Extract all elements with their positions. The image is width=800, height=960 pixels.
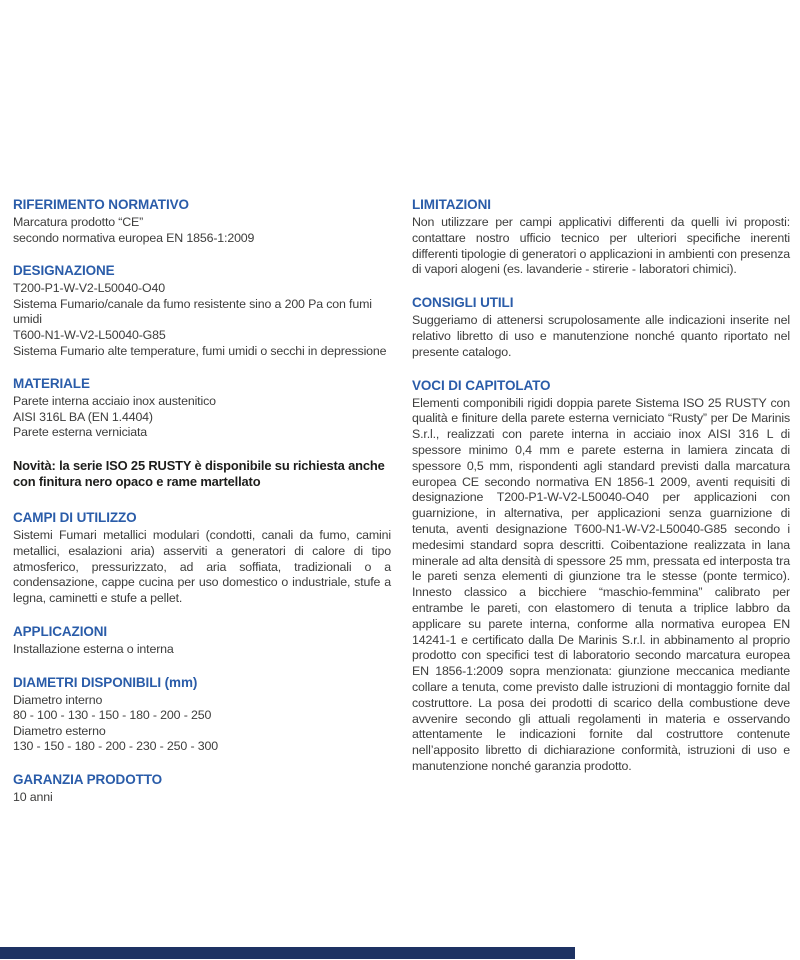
text-line: Parete interna acciaio inox austenitico [13,394,216,409]
section-heading: CONSIGLI UTILI [412,295,514,311]
text-line: secondo normativa europea EN 1856-1:2009 [13,230,255,245]
text-line: Sistema Fumario/canale da fumo resistente sino a 200 Pa con fumi umidi [13,296,372,327]
section-applicazioni [13,624,391,658]
novita-highlight-text: Novità: la serie ISO 25 RUSTY è disponibile su richiesta anche con finitura nero opaco e rame martellato [13,457,385,490]
text-line: T600-N1-W-V2-L50040-G85 [13,327,166,342]
section-paragraph: Sistemi Fumari metallici modulari (condotti, canali da fumo, camini metallici, esalazioni aria) asserviti a generatori di calore di tipo atmosferico, pressurizzato, ad aria soffiata, tradizionali o a condensazione, cappe cucina per uso domestico o industriale, stufe a legna, caminetti e stufe a pellet. [13,527,391,606]
section-designazione [13,263,391,359]
text-line: Marcatura prodotto “CE” [13,215,144,229]
section-paragraph: Non utilizzare per campi applicativi differenti da quelli ivi proposti: contattare nostro ufficio tecnico per ulteriori specifiche inerenti differenti tipologie di generatori o applicazioni in ambienti con presenza di vapori alogeni (es. lavanderie - stirerie - laboratori chimici). [412,215,790,277]
section-diametri-disponibili [13,675,391,755]
section-heading: GARANZIA PRODOTTO [13,771,163,787]
section-campi-di-utilizzo [13,510,391,607]
text-line: Installazione esterna o interna [13,641,174,656]
section-consigli-utili [412,295,790,360]
text-line: Sistema Fumario alte temperature, fumi umidi o secchi in depressione [13,343,387,358]
section-heading: RIFERIMENTO NORMATIVO [13,197,189,212]
section-heading: MATERIALE [13,376,90,392]
section-paragraph: Suggeriamo di attenersi scrupolosamente alle indicazioni inserite nel relativo libretto di uso e manutenzione nonché quanto riportato nel presente catalogo. [412,313,790,359]
content-columns [13,197,789,822]
section-garanzia-prodotto [13,772,391,806]
section-heading: DESIGNAZIONE [13,263,115,279]
text-line: 10 anni [13,789,53,804]
text-line: T200-P1-W-V2-L50040-O40 [13,281,165,296]
section-limitazioni [412,197,790,278]
text-line: Diametro esterno [13,723,106,738]
text-line: Diametro interno [13,692,103,707]
left-column [13,197,391,822]
section-riferimento-normativo [13,197,391,246]
section-materiale [13,376,391,441]
section-heading: VOCI DI CAPITOLATO [412,377,551,393]
diameter-values-line: 130 - 150 - 180 - 200 - 230 - 250 - 300 [13,739,218,754]
footer-accent-bar [0,947,575,959]
right-column [412,197,790,822]
section-paragraph: Elementi componibili rigidi doppia parete Sistema ISO 25 RUSTY con qualità e finiture della parete esterna verniciato “Rusty” per De Marinis S.r.l., realizzati con parete interna in acciaio inox AISI 316 L di spessore minimo 0,4 mm e parete esterna in lamiera zincata di spessore 0,5 mm, rispondenti agli standard previsti dalla marcatura europea CE secondo normativa EN 1856-1 2009, aventi requisiti di designazione T200-P1-W-V2-L50040-O40 per applicazioni con guarnizione, in alternativa, per applicazioni senza guarnizione di tenuta, aventi designazione T600-N1-W-V2-L50040-G85 secondo i medesimi standard sopra descritti. Coibentazione realizzata in lana minerale ad alta densità di spessore 25 mm, pressata ed interposta tra le pareti senza elementi di giunzione tra le stesse (ponte termico). Innesto classico a bicchiere “maschio-femmina” calibrato per entrambe le pareti, con elastomero di tenuta a triplice labbro da applicare su parete interna, conforme alla normativa europea EN 14241-1 e certificato dalla De Marinis S.r.l. in abbinamento al proprio prodotto con specifici test di laboratorio secondo marcatura europea EN 1856-1:2009 sopra menzionata: giunzione meccanica mediante collare a tenuta, come previsto dalle istruzioni di montaggio fornite dal costruttore. La posa dei prodotti di scarico della combustione deve avvenire secondo gli attuali regolamenti in materia e osservando attentamente le indicazioni fornite dal costruttore contenute nell’apposito libretto di dichiarazione conformità, istruzioni di uso e manutenzione nonché garanzia prodotto. [412,395,790,773]
section-heading: CAMPI DI UTILIZZO [13,509,137,525]
section-heading: DIAMETRI DISPONIBILI (mm) [13,674,198,690]
section-heading: LIMITAZIONI [412,197,491,212]
section-voci-di-capitolato [412,378,790,775]
section-heading: APPLICAZIONI [13,623,108,639]
diameter-values-line: 80 - 100 - 130 - 150 - 180 - 200 - 250 [13,708,212,723]
text-line: AISI 316L BA (EN 1.4404) [13,409,153,424]
text-line: Parete esterna verniciata [13,425,147,440]
